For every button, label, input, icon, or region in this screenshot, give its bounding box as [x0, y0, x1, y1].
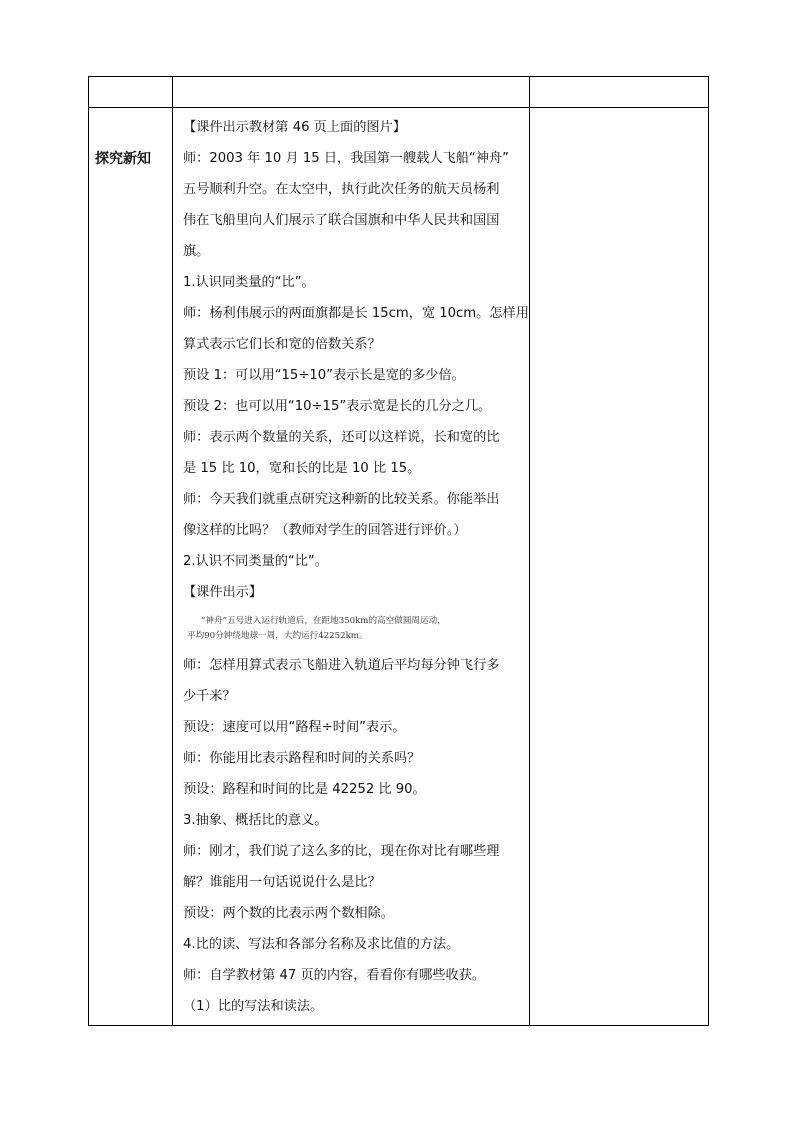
text-line: 师：你能用比表示路程和时间的关系吗？: [183, 751, 421, 766]
content-lines-2: [183, 650, 523, 1022]
notes-cell: [530, 108, 709, 1026]
text-line: 4.比的读、写法和各部分名称及求比值的方法。: [183, 937, 460, 952]
excerpt-line: 平均90分钟绕地球一周，大约运行42252km。: [187, 631, 368, 641]
text-line: 师：刚才，我们说了这么多的比，现在你对比有哪些理: [183, 844, 500, 859]
text-line: 预设 1：可以用“15÷10”表示长是宽的多少倍。: [183, 368, 465, 383]
text-line: 3.抽象、概括比的意义。: [183, 813, 328, 828]
text-line: 是 15 比 10，宽和长的比是 10 比 15。: [183, 461, 421, 476]
text-line: 师：自学教材第 47 页的内容，看看你有哪些收获。: [183, 968, 486, 983]
text-line: 1.认识同类量的“比”。: [183, 275, 315, 290]
section-label: 探究新知: [89, 108, 173, 1026]
text-line: 2.认识不同类量的“比”。: [183, 554, 328, 569]
text-line: 【课件出示教材第 46 页上面的图片】: [183, 120, 406, 135]
text-line: 师：杨利伟展示的两面旗都是长 15cm，宽 10cm。怎样用: [183, 306, 529, 321]
text-line: 师：怎样用算式表示飞船进入轨道后平均每分钟飞行多: [183, 658, 500, 673]
header-cell-1: [89, 77, 173, 108]
text-line: 旗。: [183, 244, 210, 259]
header-cell-3: [530, 77, 709, 108]
text-line: （1）比的写法和读法。: [183, 999, 324, 1014]
text-line: 解？谁能用一句话说说什么是比？: [183, 875, 381, 890]
text-line: 预设：两个数的比表示两个数相除。: [183, 906, 394, 921]
text-line: 算式表示它们长和宽的倍数关系？: [183, 337, 381, 352]
excerpt-line: “神舟”五号进入运行轨道后，在距地350km的高空做圆周运动，: [201, 616, 446, 626]
text-line: 师：表示两个数量的关系，还可以这样说，长和宽的比: [183, 430, 500, 445]
content-cell: [173, 108, 530, 1026]
text-line: 预设：速度可以用“路程÷时间”表示。: [183, 720, 406, 735]
text-line: 伟在飞船里向人们展示了联合国旗和中华人民共和国国: [183, 213, 500, 228]
content-row: [89, 108, 709, 1026]
text-line: 像这样的比吗？（教师对学生的回答进行评价。）: [183, 523, 467, 538]
lesson-plan-table: [88, 76, 709, 1026]
text-line: 五号顺利升空。在太空中，执行此次任务的航天员杨利: [183, 182, 500, 197]
courseware-excerpt: [187, 614, 523, 644]
content-lines: [183, 112, 529, 608]
text-line: 预设 2：也可以用“10÷15”表示宽是长的几分之几。: [183, 399, 492, 414]
header-cell-2: [173, 77, 530, 108]
text-line: 【课件出示】: [183, 585, 263, 600]
text-line: 师：2003 年 10 月 15 日，我国第一艘载人飞船“神舟”: [183, 151, 509, 166]
text-line: 少千米？: [183, 689, 236, 704]
text-line: 预设：路程和时间的比是 42252 比 90。: [183, 782, 426, 797]
text-line: 师：今天我们就重点研究这种新的比较关系。你能举出: [183, 492, 500, 507]
header-row: [89, 77, 709, 108]
